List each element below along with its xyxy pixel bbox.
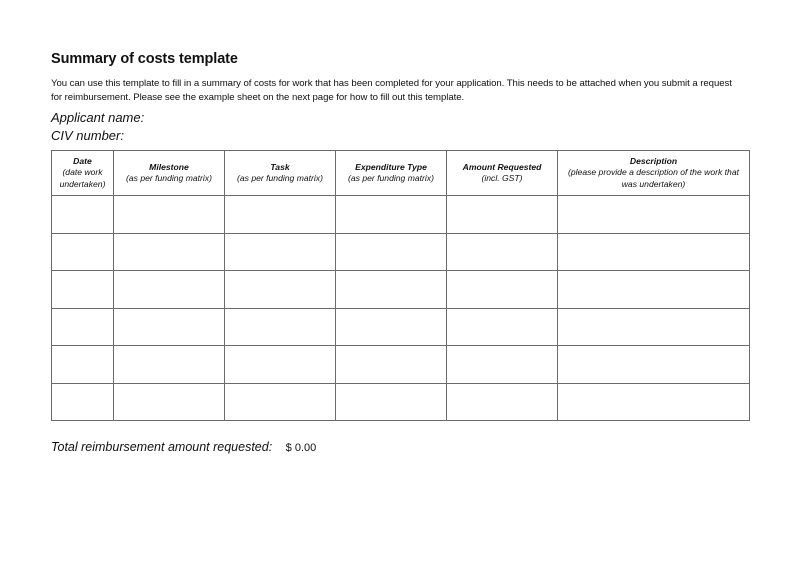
applicant-name-label: Applicant name: [51, 110, 145, 125]
cell-task[interactable] [225, 196, 336, 234]
cell-task[interactable] [225, 383, 336, 421]
cell-expenditure-type[interactable] [336, 271, 447, 309]
cell-amount-requested[interactable] [447, 308, 558, 346]
intro-line-2: for reimbursement. Please see the example sheet on the next page for how to fill out this template. [51, 92, 465, 103]
column-subtitle: (as per funding matrix) [348, 173, 434, 183]
cell-milestone[interactable] [114, 271, 225, 309]
intro-paragraph [51, 77, 771, 105]
total-reimbursement [51, 440, 316, 454]
cell-description[interactable] [558, 346, 750, 384]
column-title: Date [73, 155, 92, 166]
table-row [52, 308, 750, 346]
cell-date[interactable] [52, 196, 114, 234]
cell-date[interactable] [52, 271, 114, 309]
cell-expenditure-type[interactable] [336, 346, 447, 384]
column-subtitle: (as per funding matrix) [237, 173, 323, 183]
cell-task[interactable] [225, 233, 336, 271]
cell-amount-requested[interactable] [447, 196, 558, 234]
cell-milestone[interactable] [114, 233, 225, 271]
cell-amount-requested[interactable] [447, 383, 558, 421]
total-label: Total reimbursement amount requested: [51, 440, 273, 454]
cell-amount-requested[interactable] [447, 233, 558, 271]
cell-expenditure-type[interactable] [336, 383, 447, 421]
total-value: $ 0.00 [285, 442, 317, 454]
table-row [52, 383, 750, 421]
cell-date[interactable] [52, 308, 114, 346]
cell-description[interactable] [558, 271, 750, 309]
cell-description[interactable] [558, 233, 750, 271]
column-subtitle: (please provide a description of the work that was undertaken) [567, 167, 739, 189]
table-row [52, 196, 750, 234]
cell-description[interactable] [558, 196, 750, 234]
table-row [52, 271, 750, 309]
cell-milestone[interactable] [114, 196, 225, 234]
cell-task[interactable] [225, 271, 336, 309]
column-subtitle: (incl. GST) [481, 173, 523, 183]
column-header-date [52, 151, 114, 196]
cell-date[interactable] [52, 383, 114, 421]
column-title: Expenditure Type [355, 161, 427, 172]
page-title: Summary of costs template [51, 51, 238, 67]
cell-milestone[interactable] [114, 346, 225, 384]
column-subtitle: (date work undertaken) [59, 167, 106, 189]
column-title: Amount Requested [462, 161, 542, 172]
table-row [52, 233, 750, 271]
intro-line-1: You can use this template to fill in a summary of costs for work that has been completed for your application. This needs to be attached when you submit a request [51, 78, 732, 89]
table-header-row [52, 151, 750, 196]
column-header-expenditure-type [336, 151, 447, 196]
cell-date[interactable] [52, 233, 114, 271]
cell-task[interactable] [225, 308, 336, 346]
cell-amount-requested[interactable] [447, 346, 558, 384]
cell-date[interactable] [52, 346, 114, 384]
cell-description[interactable] [558, 308, 750, 346]
costs-table [51, 150, 750, 421]
column-header-description [558, 151, 750, 196]
cell-expenditure-type[interactable] [336, 308, 447, 346]
column-header-task [225, 151, 336, 196]
cell-description[interactable] [558, 383, 750, 421]
column-header-amount-requested [447, 151, 558, 196]
cell-task[interactable] [225, 346, 336, 384]
column-subtitle: (as per funding matrix) [126, 173, 212, 183]
table-row [52, 346, 750, 384]
cell-expenditure-type[interactable] [336, 196, 447, 234]
civ-number-label: CIV number: [51, 128, 124, 143]
column-title: Task [270, 161, 290, 172]
column-title: Milestone [149, 161, 189, 172]
cell-milestone[interactable] [114, 308, 225, 346]
cell-milestone[interactable] [114, 383, 225, 421]
cell-expenditure-type[interactable] [336, 233, 447, 271]
column-header-milestone [114, 151, 225, 196]
cell-amount-requested[interactable] [447, 271, 558, 309]
column-title: Description [629, 155, 678, 166]
